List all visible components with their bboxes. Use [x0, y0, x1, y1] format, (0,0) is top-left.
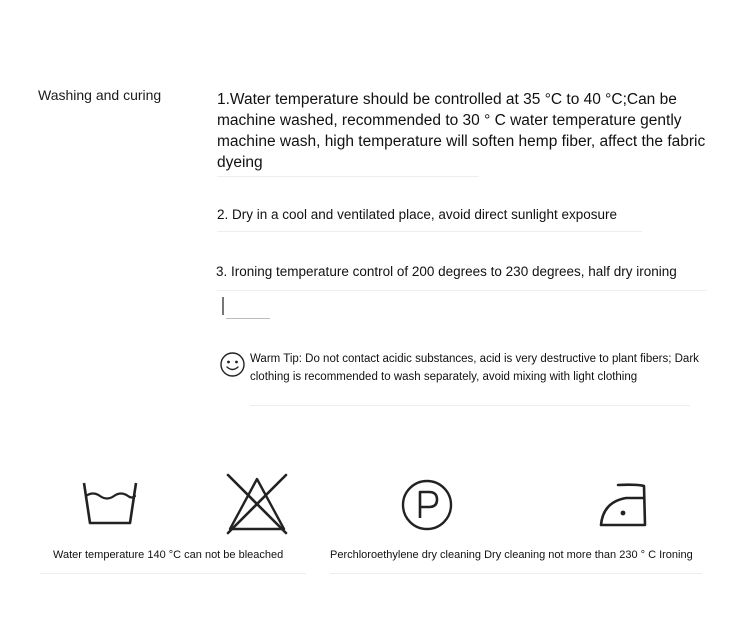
instruction-drying: 2. Dry in a cool and ventilated place, avoid direct sunlight exposure	[217, 207, 617, 222]
divider	[217, 231, 642, 232]
instruction-ironing: 3. Ironing temperature control of 200 degrees to 230 degrees, half dry ironing	[216, 264, 677, 279]
wash-tub-icon	[80, 479, 140, 527]
no-bleach-icon	[226, 473, 288, 535]
instruction-water-temperature: 1.Water temperature should be controlled at 35 °C to 40 °C;Can be machine washed, recommended to 30 ° C water temperature gently machine wash, high temperature will soften hemp fiber, affect the fabric dyeing	[217, 91, 706, 171]
divider	[330, 573, 702, 574]
warm-tip-text: Warm Tip: Do not contact acidic substances, acid is very destructive to plant fibers; Dark clothing is recommended to wash separately, avoid mixing with light clothing	[250, 353, 699, 383]
divider	[250, 405, 690, 406]
divider	[40, 573, 306, 574]
divider	[226, 318, 270, 319]
section-label: Washing and curing	[38, 87, 162, 103]
stray-mark	[222, 297, 224, 315]
care-caption-left: Water temperature 140 °C can not be bleached	[53, 549, 284, 561]
iron-icon	[598, 478, 648, 528]
smiley-face-icon	[219, 351, 246, 378]
divider	[217, 290, 707, 291]
divider	[217, 176, 479, 177]
care-caption-right: Perchloroethylene dry cleaning Dry cleaning not more than 230 ° C Ironing	[330, 549, 693, 561]
dry-clean-p-icon	[400, 478, 454, 532]
